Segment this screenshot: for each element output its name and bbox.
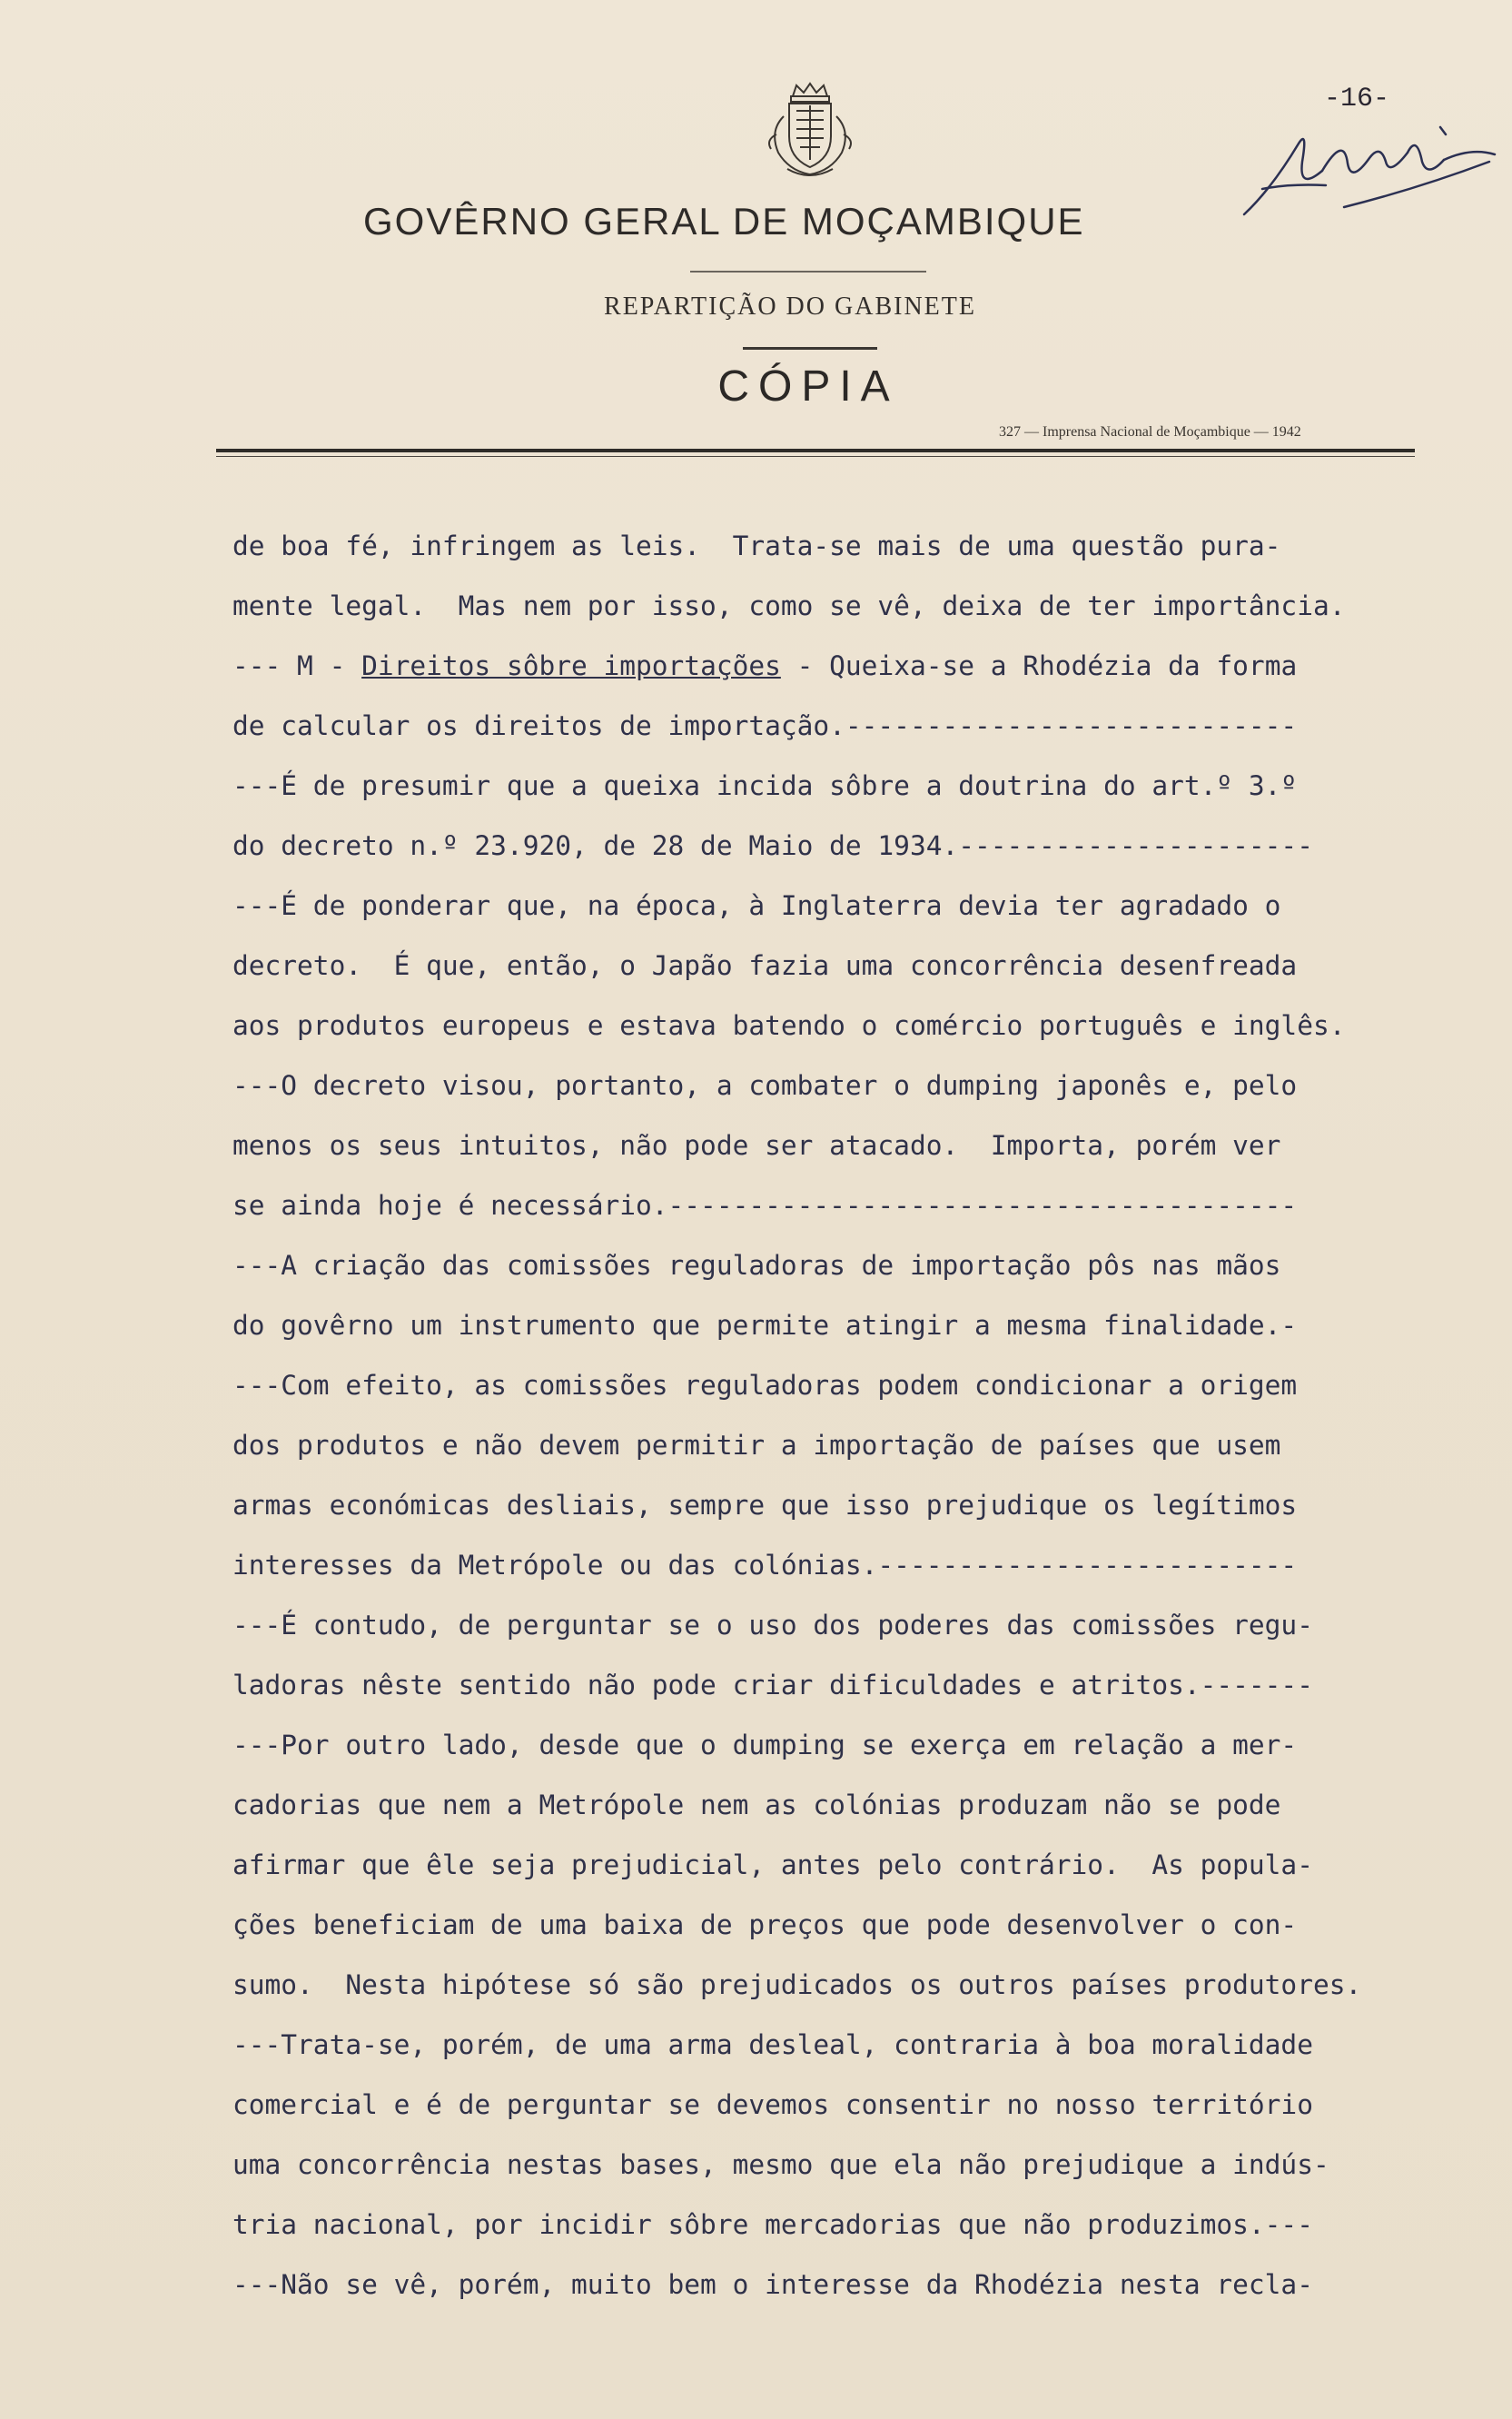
text-line: ladoras nêste sentido não pode criar dificuldades e atritos.------- — [232, 1670, 1313, 1700]
department-title: REPARTIÇÃO DO GABINETE — [604, 292, 976, 321]
coat-of-arms-emblem — [756, 80, 864, 182]
text-line: mente legal. Mas nem por isso, como se vê, deixa de ter importância. — [232, 590, 1346, 621]
text-line-suffix: - Queixa-se a Rhodézia da forma — [780, 650, 1298, 681]
text-line: ---Trata-se, porém, de uma arma desleal, contraria à boa moralidade — [232, 2029, 1313, 2060]
text-line: uma concorrência nestas bases, mesmo que ela não prejudique a indús- — [232, 2149, 1329, 2180]
divider-short — [690, 271, 926, 273]
handwritten-signature — [1235, 107, 1498, 230]
text-line: ---É de ponderar que, na época, à Inglaterra devia ter agradado o — [232, 890, 1281, 921]
text-line: ---É de presumir que a queixa incida sôbre a doutrina do art.º 3.º — [232, 770, 1298, 801]
text-line: interesses da Metrópole ou das colónias.-------------------------- — [232, 1550, 1298, 1581]
copy-label: CÓPIA — [717, 362, 899, 411]
text-line: comercial e é de perguntar se devemos consentir no nosso território — [232, 2089, 1313, 2120]
header-rule-thin — [216, 456, 1415, 457]
text-line: tria nacional, por incidir sôbre mercadorias que não produzimos.--- — [232, 2209, 1313, 2240]
text-line: menos os seus intuitos, não pode ser atacado. Importa, porém ver — [232, 1130, 1281, 1161]
divider-mid — [743, 347, 877, 350]
header-rule-thick — [216, 449, 1415, 452]
text-line: cadorias que nem a Metrópole nem as colónias produzam não se pode — [232, 1789, 1281, 1820]
text-line: ---O decreto visou, portanto, a combater o dumping japonês e, pelo — [232, 1070, 1298, 1101]
text-line: dos produtos e não devem permitir a importação de países que usem — [232, 1430, 1281, 1461]
section-heading: Direitos sôbre importações — [361, 650, 781, 681]
typewritten-body — [232, 516, 1486, 2315]
text-line: armas económicas desliais, sempre que isso prejudique os legítimos — [232, 1490, 1298, 1521]
text-line: do decreto n.º 23.920, de 28 de Maio de 1934.---------------------- — [232, 830, 1313, 861]
page-number: -16- — [1324, 84, 1390, 114]
text-line: ---Por outro lado, desde que o dumping se exerça em relação a mer- — [232, 1730, 1298, 1760]
text-line: se ainda hoje é necessário.--------------------------------------- — [232, 1190, 1298, 1221]
text-line: sumo. Nesta hipótese só são prejudicados os outros países produtores. — [232, 1969, 1362, 2000]
text-line: de boa fé, infringem as leis. Trata-se mais de uma questão pura- — [232, 530, 1281, 561]
text-line: de calcular os direitos de importação.---------------------------- — [232, 710, 1298, 741]
text-line: ---A criação das comissões reguladoras de importação pôs nas mãos — [232, 1250, 1281, 1281]
text-line: ---Não se vê, porém, muito bem o interesse da Rhodézia nesta recla- — [232, 2269, 1313, 2300]
government-title: GOVÊRNO GERAL DE MOÇAMBIQUE — [363, 200, 1085, 243]
text-line: afirmar que êle seja prejudicial, antes pelo contrário. As popula- — [232, 1849, 1313, 1880]
text-line: ---Com efeito, as comissões reguladoras podem condicionar a origem — [232, 1370, 1298, 1401]
text-line: aos produtos europeus e estava batendo o comércio português e inglês. — [232, 1010, 1346, 1041]
text-line: ---É contudo, de perguntar se o uso dos poderes das comissões regu- — [232, 1610, 1313, 1641]
text-line: do govêrno um instrumento que permite atingir a mesma finalidade.- — [232, 1310, 1298, 1341]
text-line-prefix: --- M - — [232, 650, 362, 681]
text-line: decreto. É que, então, o Japão fazia uma concorrência desenfreada — [232, 950, 1298, 981]
text-line: ções beneficiam de uma baixa de preços que pode desenvolver o con- — [232, 1909, 1298, 1940]
text-line — [232, 636, 1486, 696]
printer-imprint: 327 — Imprensa Nacional de Moçambique — 1942 — [999, 424, 1301, 440]
